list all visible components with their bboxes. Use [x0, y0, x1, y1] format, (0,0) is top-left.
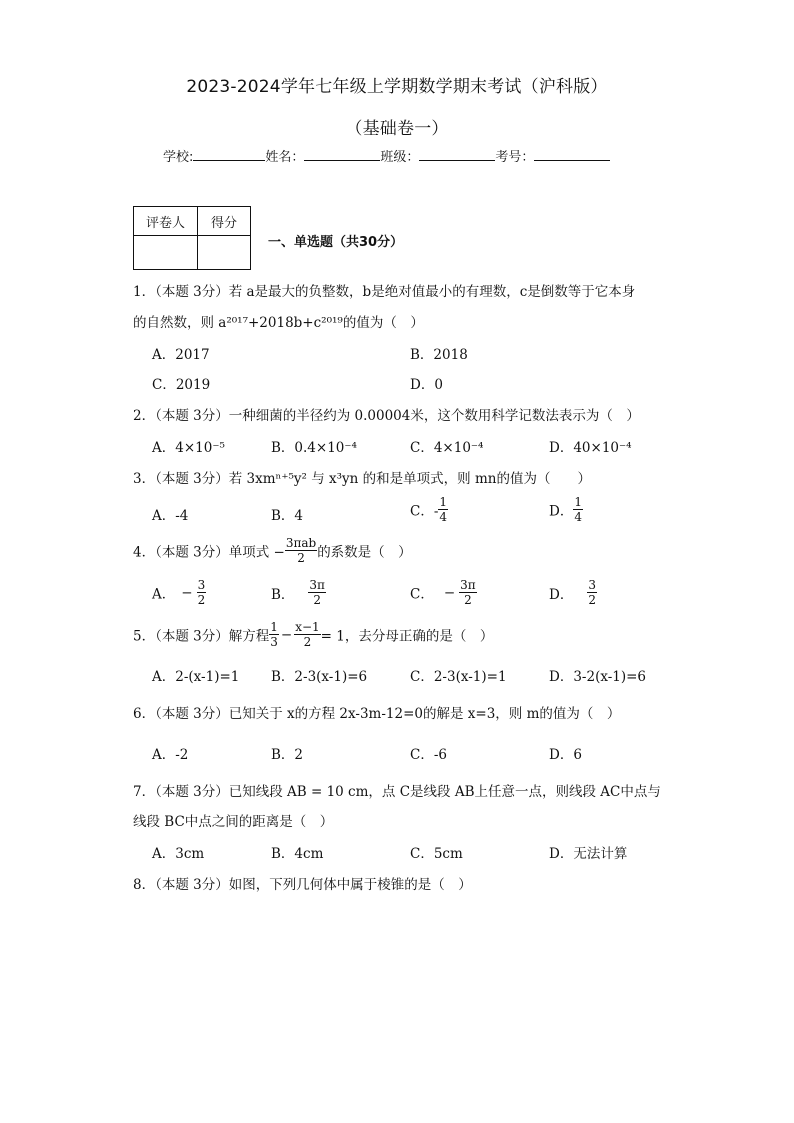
q4-option-a[interactable] — [152, 578, 206, 607]
exam-number-label: 考号： — [495, 150, 535, 165]
q4-option-c-label: C． — [410, 586, 434, 603]
q2-option-c[interactable]: C．4×10⁻⁴ — [410, 440, 484, 456]
q4-option-a-sign: − — [181, 584, 193, 601]
q2-option-d[interactable]: D．40×10⁻⁴ — [549, 440, 632, 456]
q4-suffix: 的系数是（ ） — [317, 544, 412, 561]
question-6: 6．（本题 3分）已知关于 x的方程 2x-3m-12=0的解是 x=3，则 m的值为（ ） — [133, 706, 621, 722]
question-1-line-1: 1．（本题 3分）若 a是最大的负整数，b是绝对值最小的有理数，c是倒数等于它本身 — [133, 284, 636, 300]
q7-option-c[interactable]: C．5cm — [410, 846, 463, 862]
q6-option-d[interactable]: D．6 — [549, 747, 582, 763]
frac-denominator: 2 — [464, 593, 472, 607]
exam-number-blank[interactable] — [534, 148, 610, 161]
question-7-line-2: 线段 BC中点之间的距离是（ ） — [133, 814, 334, 830]
question-8: 8．（本题 3分）如图，下列几何体中属于棱锥的是（ ） — [133, 877, 472, 893]
frac-denominator: 3 — [270, 635, 278, 649]
q7-option-b[interactable]: B．4cm — [271, 846, 324, 862]
q4-option-a-fraction — [197, 578, 207, 607]
question-3: 3．（本题 3分）若 3xmⁿ⁺⁵y² 与 x³yn 的和是单项式，则 mn的值为（ ） — [133, 471, 591, 487]
q1-option-a[interactable]: A．2017 — [152, 347, 210, 363]
q4-option-c[interactable] — [410, 578, 477, 607]
q6-option-b[interactable]: B．2 — [271, 747, 304, 763]
q1-option-d[interactable]: D．0 — [410, 377, 443, 393]
student-info-line — [163, 146, 610, 165]
frac-numerator: 1 — [439, 495, 448, 509]
q3-option-a[interactable]: A．-4 — [152, 508, 189, 524]
q4-option-b-fraction — [308, 578, 326, 607]
q6-option-a[interactable]: A．-2 — [152, 747, 189, 763]
grader-header: 评卷人 — [134, 207, 198, 236]
frac-numerator: 3πab — [285, 536, 317, 550]
question-4 — [133, 536, 412, 565]
question-1-line-2: 的自然数，则 a²⁰¹⁷+2018b+c²⁰¹⁹的值为（ ） — [133, 315, 424, 331]
q4-option-c-sign: − — [443, 584, 456, 601]
q7-option-a[interactable]: A．3cm — [152, 846, 205, 862]
q1-option-c[interactable]: C．2019 — [152, 377, 211, 393]
frac-denominator: 2 — [297, 551, 305, 565]
q4-option-b-label: B． — [271, 586, 295, 603]
q5-fraction-1 — [269, 620, 279, 649]
frac-denominator: 4 — [574, 510, 582, 524]
page-subtitle: （基础卷一） — [345, 119, 449, 139]
q3-option-c-label: C．- — [410, 503, 439, 520]
frac-numerator: 1 — [270, 620, 278, 634]
frac-numerator: 3 — [588, 578, 596, 592]
class-label: 班级： — [380, 150, 420, 165]
section-heading: 一、单选题（共30分） — [268, 235, 404, 250]
q4-option-a-label: A． — [152, 586, 176, 603]
q4-option-c-fraction — [459, 578, 477, 607]
name-label: 姓名： — [265, 150, 305, 165]
school-blank[interactable] — [193, 148, 265, 161]
q3-option-d[interactable] — [549, 495, 583, 524]
q2-option-a[interactable]: A．4×10⁻⁵ — [152, 440, 225, 456]
frac-denominator: 2 — [303, 635, 312, 649]
page-title: 2023-2024学年七年级上学期数学期末考试（沪科版） — [186, 77, 608, 97]
q3-option-c-fraction — [438, 495, 448, 524]
frac-numerator: 3π — [460, 578, 476, 592]
q4-option-d[interactable] — [549, 578, 597, 607]
q5-option-a[interactable]: A．2-(x-1)=1 — [152, 669, 240, 685]
frac-numerator: x−1 — [295, 620, 320, 634]
q4-option-d-fraction — [587, 578, 597, 607]
frac-numerator: 1 — [574, 495, 582, 509]
q4-option-b[interactable] — [271, 578, 326, 607]
score-cell[interactable] — [198, 236, 251, 270]
frac-numerator: 3 — [197, 578, 206, 592]
score-header: 得分 — [198, 207, 251, 236]
q7-option-d[interactable]: D．无法计算 — [549, 846, 628, 862]
name-blank[interactable] — [304, 148, 380, 161]
q2-option-b[interactable]: B．0.4×10⁻⁴ — [271, 440, 357, 456]
q4-option-d-label: D． — [549, 586, 574, 603]
q4-prefix: 4．（本题 3分）单项式 − — [133, 544, 285, 561]
q3-option-b[interactable]: B．4 — [271, 508, 304, 524]
frac-denominator: 2 — [197, 593, 206, 607]
q5-minus: − — [280, 626, 293, 643]
q5-prefix: 5．（本题 3分）解方程 — [133, 628, 270, 645]
q5-fraction-2 — [294, 620, 320, 649]
q5-option-b[interactable]: B．2-3(x-1)=6 — [271, 669, 368, 685]
school-label: 学校: — [163, 150, 194, 165]
q3-option-d-label: D． — [549, 503, 574, 520]
score-table — [133, 206, 251, 270]
frac-denominator: 4 — [439, 510, 448, 524]
frac-numerator: 3π — [309, 578, 325, 592]
class-blank[interactable] — [419, 148, 495, 161]
q5-option-d[interactable]: D．3-2(x-1)=6 — [549, 669, 647, 685]
q3-option-c[interactable] — [410, 495, 448, 524]
q5-suffix: = 1，去分母正确的是（ ） — [320, 628, 494, 645]
q4-fraction — [285, 536, 317, 565]
q6-option-c[interactable]: C．-6 — [410, 747, 447, 763]
q1-option-b[interactable]: B．2018 — [410, 347, 468, 363]
question-5 — [133, 620, 493, 649]
frac-denominator: 2 — [588, 593, 596, 607]
grader-cell[interactable] — [134, 236, 198, 270]
question-7-line-1: 7．（本题 3分）已知线段 AB = 10 cm，点 C是线段 AB上任意一点，则线段 AC中点与 — [133, 784, 661, 800]
question-2: 2．（本题 3分）一种细菌的半径约为 0.00004米，这个数用科学记数法表示为（ ） — [133, 408, 640, 424]
frac-denominator: 2 — [313, 593, 321, 607]
q3-option-d-fraction — [573, 495, 583, 524]
q5-option-c[interactable]: C．2-3(x-1)=1 — [410, 669, 507, 685]
